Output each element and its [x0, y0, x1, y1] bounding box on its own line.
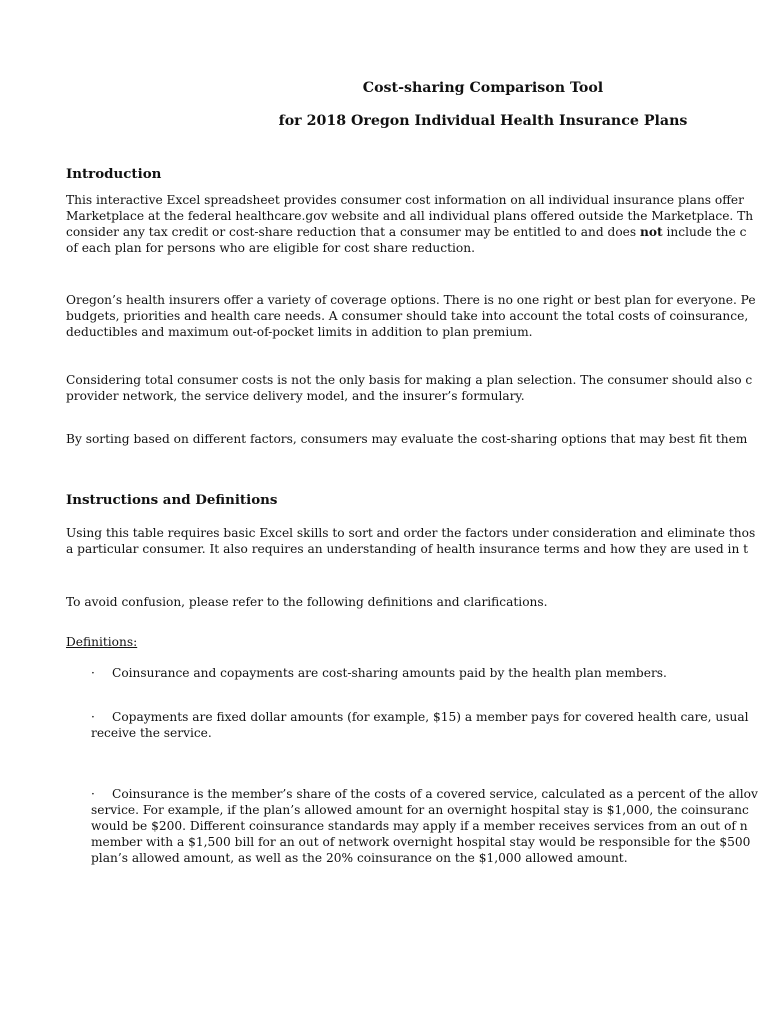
text-line	[66, 224, 753, 240]
text-line: budgets, priorities and health care needs. A consumer should take into account the total costs of coinsurance,	[66, 309, 749, 323]
bullet-marker: ·	[91, 666, 95, 680]
bullet-marker: ·	[91, 710, 95, 724]
document-subtitle: for 2018 Oregon Individual Health Insurance Plans	[278, 113, 688, 129]
introduction-paragraph-2	[66, 292, 756, 340]
text-line: Oregon’s health insurers offer a variety of coverage options. There is no one right or best plan for everyone. Pe	[66, 293, 756, 307]
text-span: Copayments are fixed dollar amounts (for example, $15) a member pays for covered health care, usual	[112, 710, 749, 724]
text-line: This interactive Excel spreadsheet provides consumer cost information on all individual insurance plans offer	[66, 193, 744, 207]
text-line: provider network, the service delivery model, and the insurer’s formulary.	[66, 389, 525, 403]
definitions-label: Definitions:	[66, 635, 138, 649]
definition-bullet-3	[91, 786, 758, 866]
text-line: receive the service.	[91, 726, 212, 740]
instructions-paragraph-2: To avoid confusion, please refer to the following definitions and clarifications.	[66, 595, 548, 609]
text-line: Considering total consumer costs is not the only basis for making a plan selection. The consumer should also c	[66, 373, 753, 387]
text-line	[91, 709, 749, 725]
text-span: Coinsurance and copayments are cost-sharing amounts paid by the health plan members.	[112, 666, 667, 680]
instructions-paragraph-1	[66, 525, 755, 557]
bullet-marker: ·	[91, 787, 95, 801]
instructions-heading: Instructions and Definitions	[66, 492, 278, 508]
text-line: service. For example, if the plan’s allowed amount for an overnight hospital stay is $1,000, the coinsuranc	[91, 803, 749, 817]
introduction-paragraph-1	[66, 192, 753, 256]
text-span: consider any tax credit or cost-share reduction that a consumer may be entitled to and does	[66, 225, 641, 239]
text-line	[91, 786, 758, 802]
text-line: a particular consumer. It also requires an understanding of health insurance terms and how they are used in t	[66, 542, 749, 556]
text-line: By sorting based on different factors, consumers may evaluate the cost-sharing options that may best fit them	[66, 432, 748, 446]
text-span: include the c	[662, 225, 747, 239]
definition-bullet-1	[91, 665, 667, 681]
emphasis-not: not	[640, 225, 663, 239]
text-line: would be $200. Different coinsurance standards may apply if a member receives services from an out of n	[91, 819, 748, 833]
text-line: Marketplace at the federal healthcare.gov website and all individual plans offered outside the Marketplace. Th	[66, 209, 754, 223]
text-line: deductibles and maximum out-of-pocket limits in addition to plan premium.	[66, 325, 533, 339]
text-line: plan’s allowed amount, as well as the 20% coinsurance on the $1,000 allowed amount.	[91, 851, 628, 865]
text-span: Coinsurance is the member’s share of the costs of a covered service, calculated as a percent of the allov	[112, 787, 758, 801]
text-line: Using this table requires basic Excel skills to sort and order the factors under consideration and eliminate thos	[66, 526, 756, 540]
document-title: Cost-sharing Comparison Tool	[362, 80, 604, 96]
text-line: member with a $1,500 bill for an out of network overnight hospital stay would be responsible for the $500	[91, 835, 751, 849]
introduction-heading: Introduction	[66, 166, 162, 182]
introduction-paragraph-3	[66, 372, 752, 404]
definition-bullet-2	[91, 709, 749, 741]
text-line	[91, 665, 667, 681]
text-line: of each plan for persons who are eligible for cost share reduction.	[66, 241, 475, 255]
introduction-paragraph-4	[66, 431, 747, 447]
